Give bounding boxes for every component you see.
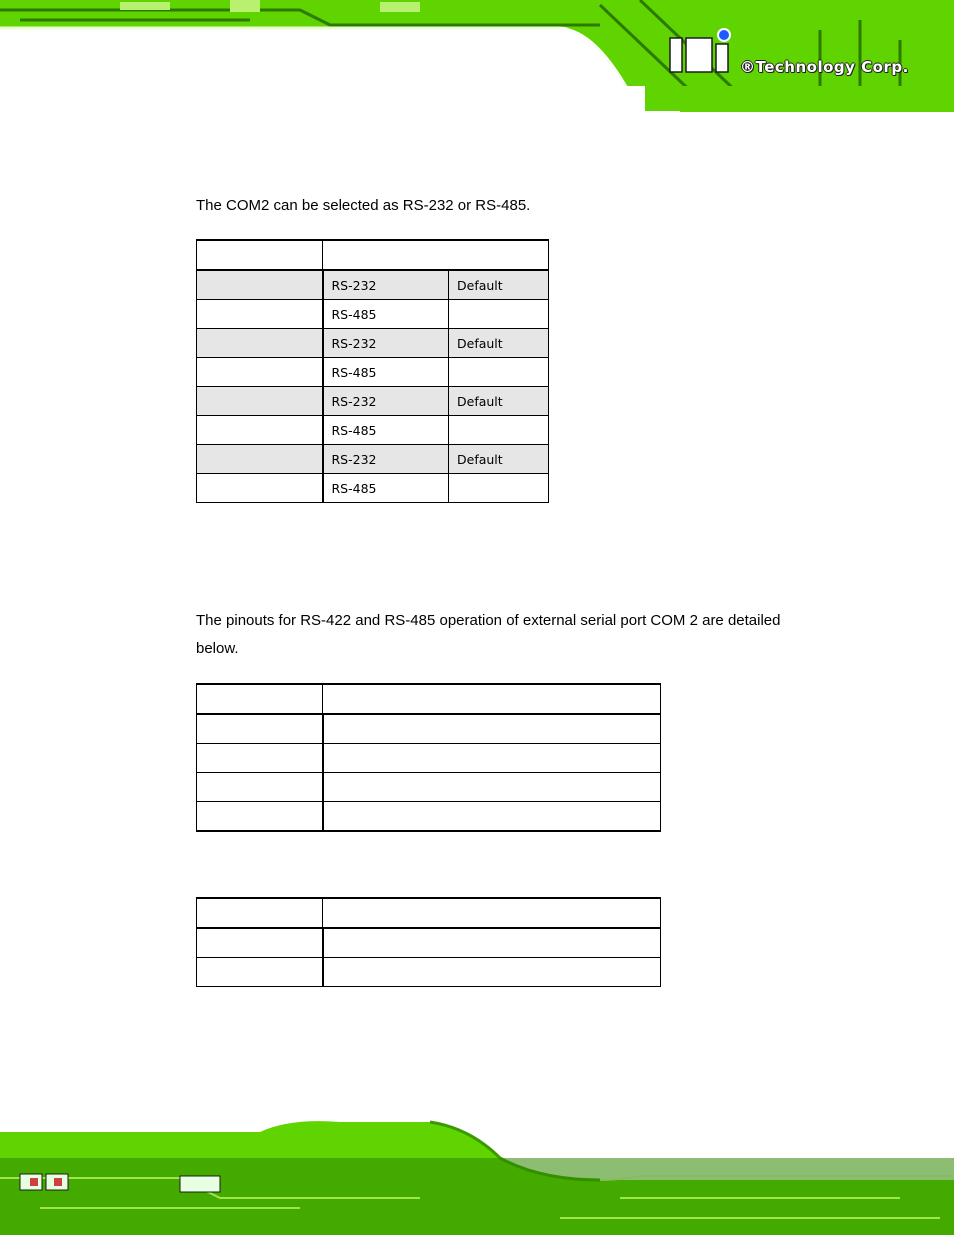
pinout-table-1	[196, 683, 661, 832]
table-row	[197, 445, 549, 474]
note-cell	[449, 474, 549, 503]
com2-mode-table	[196, 239, 549, 503]
table-header-row	[197, 898, 661, 928]
table-row	[197, 387, 549, 416]
header-pcb-banner	[0, 0, 954, 112]
pinout-table-2	[196, 897, 661, 987]
table-row	[197, 714, 661, 744]
table-row	[197, 958, 661, 987]
mode-cell: RS-485	[323, 300, 449, 329]
note-cell	[449, 358, 549, 387]
note-cell	[449, 300, 549, 329]
table-row	[197, 744, 661, 773]
mode-cell: RS-232	[323, 329, 449, 358]
mode-cell: RS-485	[323, 474, 449, 503]
mode-cell: RS-485	[323, 416, 449, 445]
table-row	[197, 416, 549, 445]
table-row	[197, 928, 661, 958]
header-cell	[197, 240, 323, 270]
footer-pcb-banner	[0, 1118, 954, 1235]
table-header-row	[197, 684, 661, 714]
note-cell: Default	[449, 387, 549, 416]
table-row	[197, 358, 549, 387]
header-cell	[323, 240, 549, 270]
mode-cell: RS-485	[323, 358, 449, 387]
table-header-row	[197, 240, 549, 270]
note-cell: Default	[449, 329, 549, 358]
table-row	[197, 300, 549, 329]
table-row	[197, 773, 661, 802]
logo-wordmark: ®Technology Corp.	[740, 58, 909, 76]
note-cell	[449, 416, 549, 445]
mode-cell: RS-232	[323, 387, 449, 416]
note-cell: Default	[449, 270, 549, 300]
mode-cell: RS-232	[323, 445, 449, 474]
table-row	[197, 802, 661, 832]
table-row	[197, 474, 549, 503]
com2-pinout-intro: The pinouts for RS-422 and RS-485 operation of external serial port COM 2 are detailed below.	[196, 612, 781, 657]
note-cell: Default	[449, 445, 549, 474]
com2-mode-intro: The COM2 can be selected as RS-232 or RS-485.	[196, 197, 531, 214]
mode-cell: RS-232	[323, 270, 449, 300]
table-row	[197, 270, 549, 300]
table-row	[197, 329, 549, 358]
